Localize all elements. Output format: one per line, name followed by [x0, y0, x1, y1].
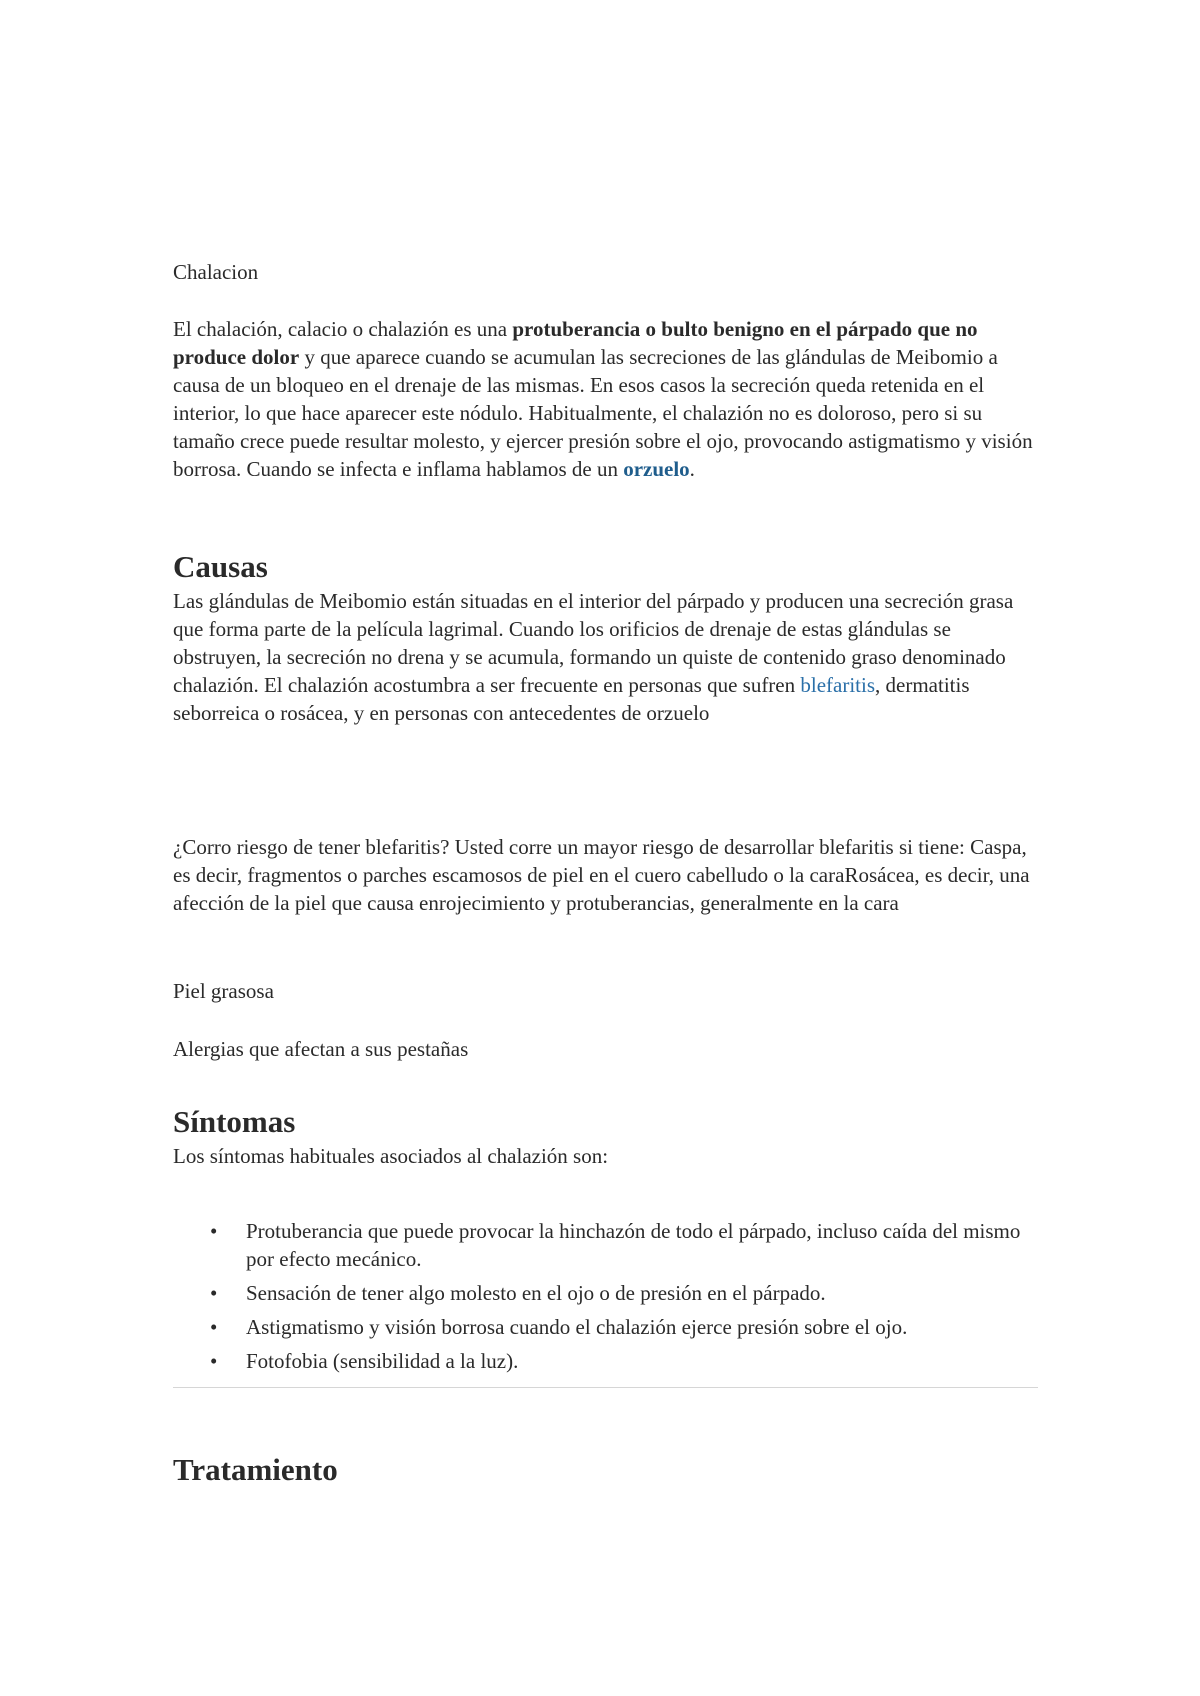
bullet-icon: • [210, 1281, 218, 1305]
causas-text-end: , dermatitis seborreica o rosácea, y en personas con antecedentes de orzuelo [173, 673, 970, 725]
sintomas-list [173, 1217, 1038, 1381]
bullet-icon: • [210, 1349, 218, 1373]
sintomas-intro: Los síntomas habituales asociados al chalazión son: [173, 1144, 609, 1168]
alergias-paragraph: Alergias que afectan a sus pestañas [173, 1037, 469, 1061]
intro-text-middle: y que aparece cuando se acumulan las secreciones de las glándulas de Meibomio a causa de un bloqueo en el drenaje de las mismas. En esos casos la secreción queda retenida en el interior, lo que hace aparecer este nódulo. Habitualmente, el chalazión no es doloroso, pero si su tamaño crece puede resultar molesto, y ejercer presión sobre el ojo, provocando astigmatismo y visión borrosa. Cuando se infecta e inflama hablamos de un [173, 345, 1033, 481]
orzuelo-link[interactable]: orzuelo [623, 457, 690, 481]
causas-paragraph [173, 587, 1038, 727]
bullet-icon: • [210, 1219, 218, 1243]
sintomas-item-text: Protuberancia que puede provocar la hinchazón de todo el párpado, incluso caída del mismo por efecto mecánico. [246, 1219, 1021, 1271]
intro-bold-text: protuberancia o bulto benigno en el párpado que no produce dolor [173, 317, 978, 369]
blefaritis-link[interactable]: blefaritis [800, 673, 876, 697]
tratamiento-heading: Tratamiento [173, 1452, 338, 1487]
sintomas-list-item [173, 1279, 1038, 1307]
piel-grasosa-paragraph: Piel grasosa [173, 979, 274, 1003]
sintomas-list-item [173, 1217, 1038, 1273]
document-title: Chalacion [173, 260, 259, 284]
sintomas-list-item [173, 1313, 1038, 1341]
intro-text-end: . [689, 457, 695, 481]
section-divider [173, 1387, 1038, 1388]
bullet-icon: • [210, 1315, 218, 1339]
sintomas-heading: Síntomas [173, 1104, 296, 1139]
riesgo-paragraph: ¿Corro riesgo de tener blefaritis? Usted corre un mayor riesgo de desarrollar blefaritis si tiene: Caspa, es decir, fragmentos o parches escamosos de piel en el cuero cabelludo o la caraRosácea, es decir, una afección de la piel que causa enrojecimiento y protuberancias, generalmente en la cara [173, 835, 1030, 915]
causas-text-start: Las glándulas de Meibomio están situadas en el interior del párpado y producen una secreción grasa que forma parte de la película lagrimal. Cuando los orificios de drenaje de estas glándulas se obstruyen, la secreción no drena y se acumula, formando un quiste de contenido graso denominado chalazión. El chalazión acostumbra a ser frecuente en personas que sufren [173, 589, 1014, 697]
intro-text-start: El chalación, calacio o chalazión es una [173, 317, 513, 341]
sintomas-item-text: Fotofobia (sensibilidad a la luz). [246, 1349, 519, 1373]
sintomas-item-text: Astigmatismo y visión borrosa cuando el chalazión ejerce presión sobre el ojo. [246, 1315, 908, 1339]
intro-paragraph [173, 315, 1038, 483]
sintomas-item-text: Sensación de tener algo molesto en el ojo o de presión en el párpado. [246, 1281, 826, 1305]
causas-heading: Causas [173, 549, 268, 584]
sintomas-list-item [173, 1347, 1038, 1375]
